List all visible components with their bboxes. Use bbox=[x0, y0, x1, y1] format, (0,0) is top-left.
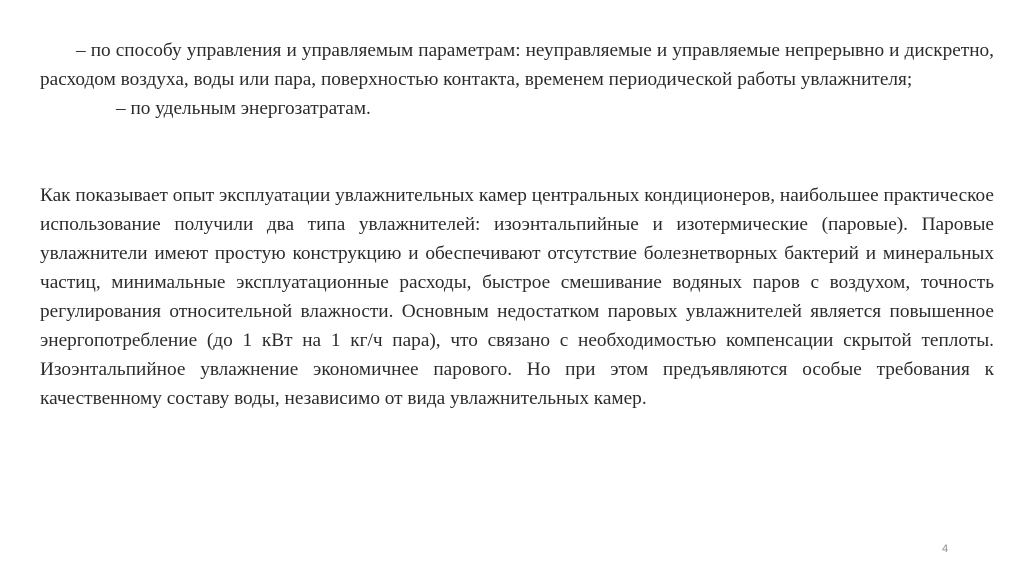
criteria-item-energy: – по удельным энергозатратам. bbox=[116, 98, 371, 119]
main-text bbox=[40, 181, 994, 413]
criteria-list bbox=[40, 36, 994, 123]
page-number: 4 bbox=[941, 543, 949, 555]
main-paragraph: Как показывает опыт эксплуатации увлажнительных камер центральных кондиционеров, наибольшее практическое использование получили два типа увлажнителей: изоэнтальпийные и изотермические (паровые). Паровые увлажнители имеют простую конструкцию и обеспечивают отсутствие болезнетворных бактерий и минеральных частиц, минимальные эксплуатационные расходы, быстрое смешивание водяных паров с воздухом, точность регулирования относительной влажности. Основным недостатком паровых увлажнителей является повышенное энергопотребление (до 1 кВт на 1 кг/ч пара), что связано с необходимостью компенсации скрытой теплоты. Изоэнтальпийное увлажнение экономичнее парового. Но при этом предъявляются особые требования к качественному составу воды, независимо от вида увлажнительных камер. bbox=[40, 185, 994, 409]
criteria-item-control: – по способу управления и управляемым параметрам: неуправляемые и управляемые непрерывно и дискретно, расходом воздуха, воды или пара, поверхностью контакта, временем периодической работы увлажнителя; bbox=[40, 40, 994, 90]
